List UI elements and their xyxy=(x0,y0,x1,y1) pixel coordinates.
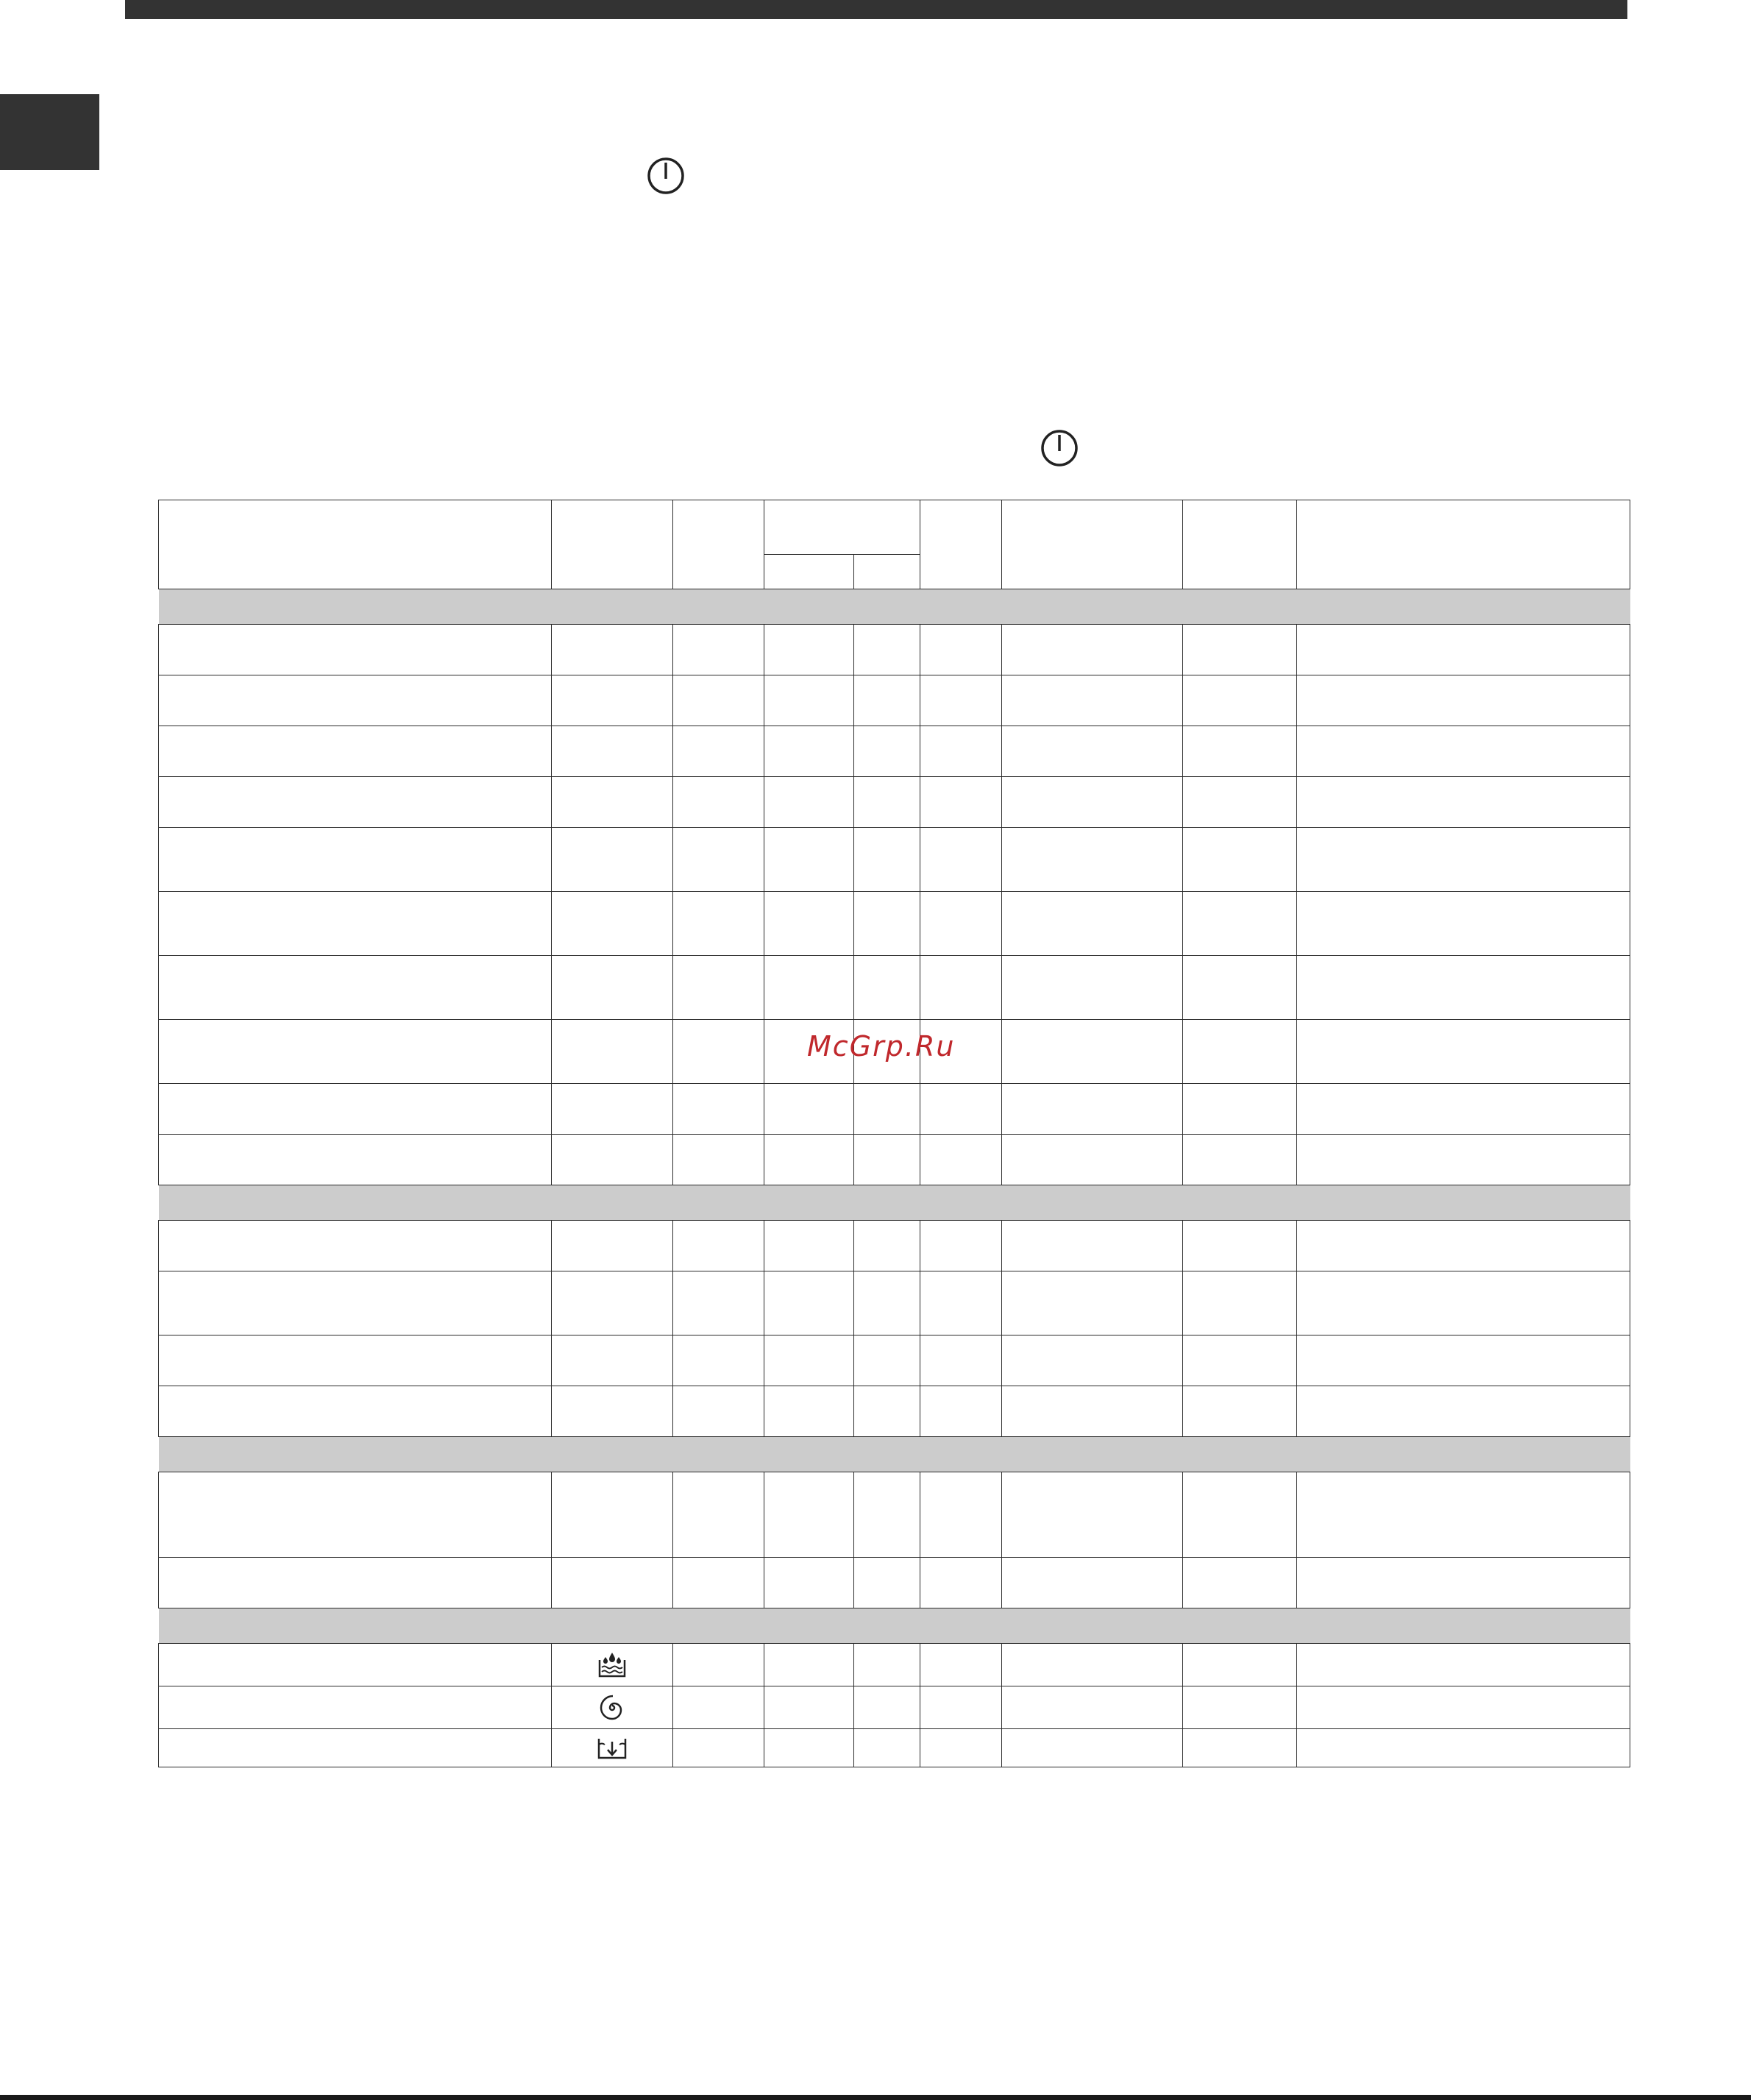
bottom-rule xyxy=(0,2095,1751,2100)
table-row xyxy=(159,1386,1630,1437)
watermark-text: McGrp.Ru xyxy=(807,1030,956,1063)
table-header-row xyxy=(159,500,1630,555)
table-row xyxy=(159,1472,1630,1558)
table-row xyxy=(159,1135,1630,1185)
section-band xyxy=(159,1608,1630,1644)
spin-icon xyxy=(552,1686,673,1729)
header-cell xyxy=(673,500,764,589)
drain-icon xyxy=(552,1729,673,1767)
header-subcell xyxy=(854,555,920,589)
table-row xyxy=(159,777,1630,828)
table-row xyxy=(159,625,1630,675)
header-cell xyxy=(159,500,552,589)
header-subcell xyxy=(764,555,854,589)
table-row xyxy=(159,1558,1630,1608)
top-header-bar xyxy=(125,0,1627,19)
section-band xyxy=(159,589,1630,625)
power-icon xyxy=(646,156,686,196)
table-row xyxy=(159,956,1630,1020)
power-icon xyxy=(1040,428,1079,468)
header-cell xyxy=(1002,500,1183,589)
table-row xyxy=(159,1084,1630,1135)
table-row xyxy=(159,726,1630,777)
section-band xyxy=(159,1437,1630,1472)
header-cell xyxy=(920,500,1002,589)
table-row xyxy=(159,892,1630,956)
programme-table xyxy=(158,500,1630,1767)
table-row xyxy=(159,1271,1630,1335)
rinse-icon xyxy=(552,1644,673,1686)
table-row xyxy=(159,1335,1630,1386)
header-cell xyxy=(1183,500,1297,589)
table-row xyxy=(159,828,1630,892)
table-row xyxy=(159,1644,1630,1686)
table-row xyxy=(159,1686,1630,1729)
table-row xyxy=(159,675,1630,726)
section-band xyxy=(159,1185,1630,1221)
table-row xyxy=(159,1729,1630,1767)
header-cell xyxy=(552,500,673,589)
language-side-tab xyxy=(0,94,99,170)
table-row xyxy=(159,1221,1630,1271)
header-cell xyxy=(1297,500,1630,589)
header-group-cell xyxy=(764,500,920,555)
